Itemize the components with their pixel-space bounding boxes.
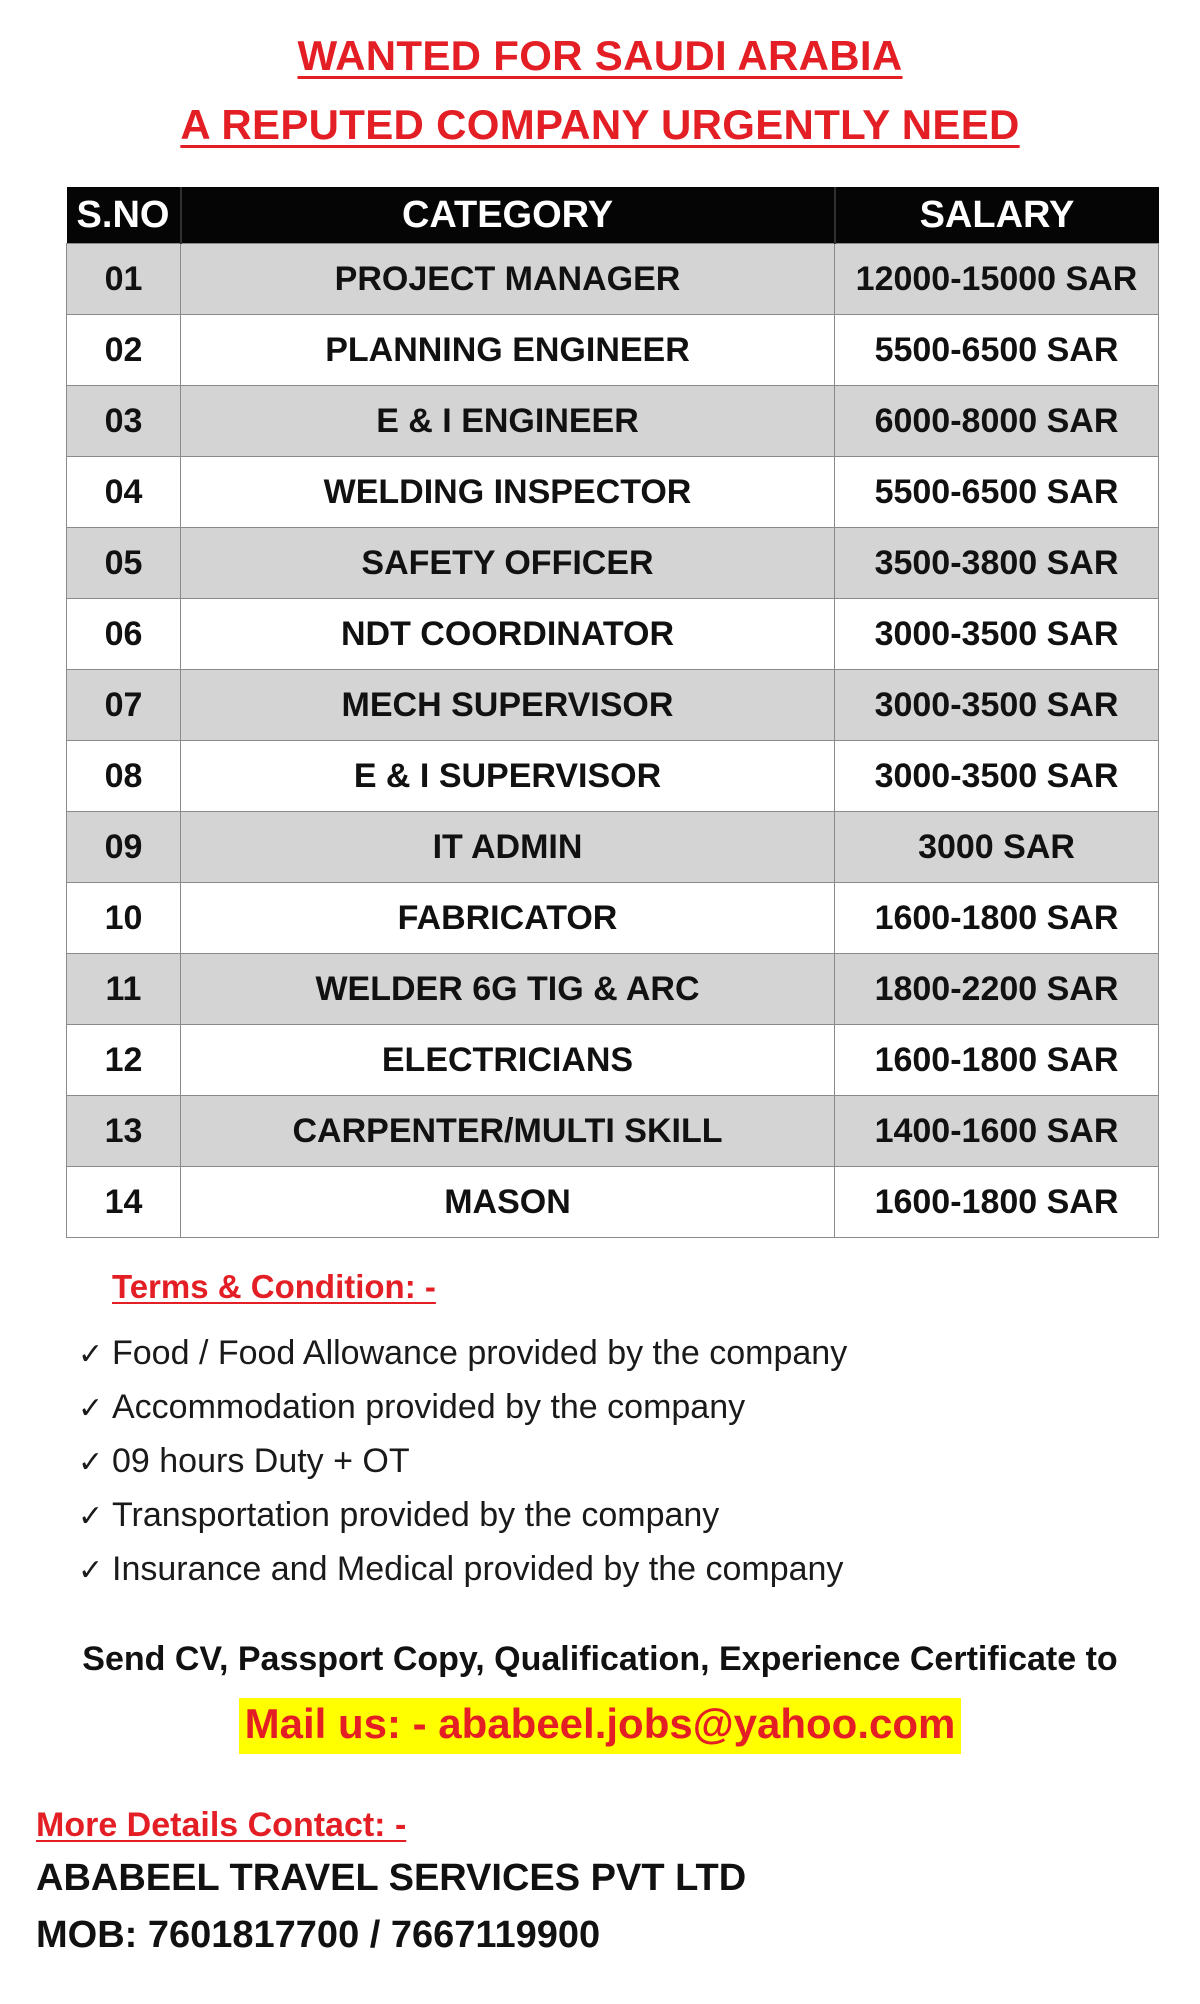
cell-salary: 3000 SAR — [835, 812, 1159, 883]
cell-sno: 02 — [67, 315, 181, 386]
cell-salary: 1600-1800 SAR — [835, 883, 1159, 954]
cell-sno: 12 — [67, 1025, 181, 1096]
cell-sno: 13 — [67, 1096, 181, 1167]
table-header-row — [67, 187, 1159, 244]
cell-salary: 5500-6500 SAR — [835, 315, 1159, 386]
cell-category: NDT COORDINATOR — [181, 599, 835, 670]
cell-category: ELECTRICIANS — [181, 1025, 835, 1096]
term-text: Accommodation provided by the company — [112, 1388, 746, 1426]
list-item — [78, 1326, 847, 1380]
table-row — [67, 1096, 1159, 1167]
table-row — [67, 457, 1159, 528]
cell-salary: 1600-1800 SAR — [835, 1167, 1159, 1238]
cell-salary: 3000-3500 SAR — [835, 741, 1159, 812]
company-name: ABABEEL TRAVEL SERVICES PVT LTD — [36, 1857, 747, 1899]
table-row — [67, 670, 1159, 741]
column-header-sno: S.NO — [67, 187, 181, 244]
cell-category: PROJECT MANAGER — [181, 244, 835, 315]
table-row — [67, 386, 1159, 457]
headline-wanted: WANTED FOR SAUDI ARABIA — [297, 32, 903, 79]
cell-salary: 5500-6500 SAR — [835, 457, 1159, 528]
table-row — [67, 599, 1159, 670]
cell-salary: 12000-15000 SAR — [835, 244, 1159, 315]
cell-category: FABRICATOR — [181, 883, 835, 954]
check-icon: ✓ — [78, 1500, 104, 1533]
cell-category: E & I ENGINEER — [181, 386, 835, 457]
list-item — [78, 1380, 847, 1434]
table-row — [67, 1025, 1159, 1096]
mail-link[interactable]: Mail us: - ababeel.jobs@yahoo.com — [239, 1698, 962, 1754]
cell-category: E & I SUPERVISOR — [181, 741, 835, 812]
cell-category: SAFETY OFFICER — [181, 528, 835, 599]
term-text: Transportation provided by the company — [112, 1496, 720, 1534]
cell-salary: 1600-1800 SAR — [835, 1025, 1159, 1096]
terms-list — [78, 1326, 847, 1596]
cell-category: CARPENTER/MULTI SKILL — [181, 1096, 835, 1167]
cell-sno: 10 — [67, 883, 181, 954]
table-row — [67, 741, 1159, 812]
check-icon: ✓ — [78, 1338, 104, 1371]
cell-sno: 06 — [67, 599, 181, 670]
cell-sno: 05 — [67, 528, 181, 599]
list-item — [78, 1542, 847, 1596]
jobs-table — [66, 187, 1159, 1238]
cell-sno: 08 — [67, 741, 181, 812]
cell-sno: 03 — [67, 386, 181, 457]
column-header-category: CATEGORY — [181, 187, 835, 244]
table-row — [67, 528, 1159, 599]
cell-salary: 1400-1600 SAR — [835, 1096, 1159, 1167]
terms-title: Terms & Condition: - — [112, 1268, 436, 1305]
cell-salary: 3000-3500 SAR — [835, 599, 1159, 670]
cell-category: WELDER 6G TIG & ARC — [181, 954, 835, 1025]
cell-salary: 1800-2200 SAR — [835, 954, 1159, 1025]
cell-category: MASON — [181, 1167, 835, 1238]
table-row — [67, 812, 1159, 883]
send-documents-text: Send CV, Passport Copy, Qualification, Experience Certificate to — [82, 1640, 1118, 1678]
term-text: Food / Food Allowance provided by the company — [112, 1334, 848, 1372]
cell-sno: 04 — [67, 457, 181, 528]
cell-sno: 09 — [67, 812, 181, 883]
cell-category: WELDING INSPECTOR — [181, 457, 835, 528]
term-text: Insurance and Medical provided by the company — [112, 1550, 844, 1588]
column-header-salary: SALARY — [835, 187, 1159, 244]
table-row — [67, 315, 1159, 386]
list-item — [78, 1488, 847, 1542]
cell-sno: 11 — [67, 954, 181, 1025]
contact-title: More Details Contact: - — [36, 1806, 407, 1844]
jobs-table-body — [67, 244, 1159, 1238]
check-icon: ✓ — [78, 1446, 104, 1479]
cell-salary: 3500-3800 SAR — [835, 528, 1159, 599]
cell-category: MECH SUPERVISOR — [181, 670, 835, 741]
table-row — [67, 1167, 1159, 1238]
term-text: 09 hours Duty + OT — [112, 1442, 410, 1480]
mail-container — [0, 1698, 1200, 1754]
mobile-numbers: MOB: 7601817700 / 7667119900 — [36, 1914, 601, 1956]
check-icon: ✓ — [78, 1554, 104, 1587]
list-item — [78, 1434, 847, 1488]
cell-salary: 3000-3500 SAR — [835, 670, 1159, 741]
table-row — [67, 954, 1159, 1025]
headline-company-need: A REPUTED COMPANY URGENTLY NEED — [180, 101, 1020, 148]
cell-category: IT ADMIN — [181, 812, 835, 883]
cell-sno: 14 — [67, 1167, 181, 1238]
cell-category: PLANNING ENGINEER — [181, 315, 835, 386]
cell-sno: 07 — [67, 670, 181, 741]
cell-sno: 01 — [67, 244, 181, 315]
check-icon: ✓ — [78, 1392, 104, 1425]
table-row — [67, 244, 1159, 315]
table-row — [67, 883, 1159, 954]
cell-salary: 6000-8000 SAR — [835, 386, 1159, 457]
